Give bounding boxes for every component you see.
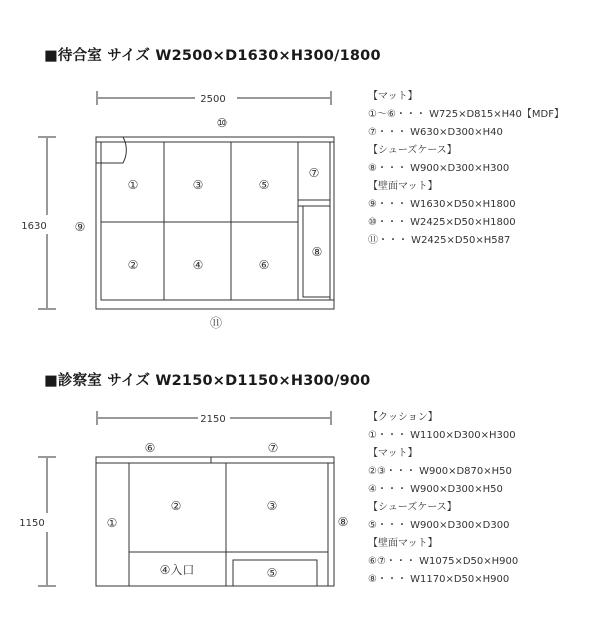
label-c2: ② xyxy=(127,258,139,272)
label-c10: ⑩ xyxy=(216,116,228,130)
waiting-room-plan xyxy=(21,91,334,309)
spec-line: ⑥⑦・・・ W1075×D50×H900 xyxy=(368,556,519,567)
spec-line: ⑦・・・ W630×D300×H40 xyxy=(368,127,503,138)
waiting-room-labels xyxy=(75,116,323,330)
label-c8: ⑧ xyxy=(311,245,323,259)
spec-line: ①・・・ W1100×D300×H300 xyxy=(368,430,516,441)
label-c4-entrance: ④入口 xyxy=(159,563,195,577)
exam-width-dimension xyxy=(97,411,331,425)
spec-line: ①～⑥・・・ W725×D815×H40【MDF】 xyxy=(368,109,564,120)
label-c9: ⑨ xyxy=(74,220,86,234)
label-c8: ⑧ xyxy=(337,515,349,529)
spec-line: ⑤・・・ W900×D300×D300 xyxy=(368,520,510,531)
spec-line: 【シューズケース】 xyxy=(368,145,457,156)
label-c2: ② xyxy=(170,499,182,513)
spec-line: 【壁面マット】 xyxy=(368,181,438,192)
waiting-room-spec-list xyxy=(368,88,564,250)
spec-line: ⑧・・・ W1170×D50×H900 xyxy=(368,574,510,585)
spec-line: ②③・・・ W900×D870×H50 xyxy=(368,466,512,477)
label-c1: ① xyxy=(127,178,139,192)
spec-line: 【壁面マット】 xyxy=(368,538,438,549)
waiting-depth-label: 1630 xyxy=(21,221,47,232)
spec-line: ⑪・・・ W2425×D50×H587 xyxy=(368,235,511,246)
label-c3: ③ xyxy=(192,178,204,192)
label-c7: ⑦ xyxy=(308,166,320,180)
waiting-room-title: ■待合室 サイズ W2500×D1630×H300/1800 xyxy=(44,48,381,64)
exam-depth-label: 1150 xyxy=(19,518,45,529)
waiting-width-dimension xyxy=(97,91,331,105)
exam-room-labels xyxy=(107,441,349,580)
spec-line: ⑩・・・ W2425×D50×H1800 xyxy=(368,217,516,228)
label-c3: ③ xyxy=(266,499,278,513)
waiting-depth-dimension xyxy=(21,137,56,309)
label-c1: ① xyxy=(106,516,118,530)
label-c4: ④ xyxy=(192,258,204,272)
spec-line: 【シューズケース】 xyxy=(368,502,457,513)
label-c6: ⑥ xyxy=(258,258,270,272)
exam-depth-dimension xyxy=(19,457,56,586)
exam-room-title: ■診察室 サイズ W2150×D1150×H300/900 xyxy=(44,373,371,389)
spec-line: ⑧・・・ W900×D300×H300 xyxy=(368,163,510,174)
spec-line: 【クッション】 xyxy=(368,412,438,423)
label-c5: ⑤ xyxy=(258,178,270,192)
spec-line: ⑨・・・ W1630×D50×H1800 xyxy=(368,199,516,210)
spec-line: ④・・・ W900×D300×H50 xyxy=(368,484,503,495)
spec-line: 【マット】 xyxy=(368,91,418,102)
label-c6: ⑥ xyxy=(144,441,156,455)
label-c5: ⑤ xyxy=(266,566,278,580)
label-c11: ⑪ xyxy=(209,316,223,330)
spec-line: 【マット】 xyxy=(368,448,418,459)
label-c7: ⑦ xyxy=(267,441,279,455)
waiting-width-label: 2500 xyxy=(200,94,226,105)
exam-room-spec-list xyxy=(368,409,518,589)
exam-room-outline xyxy=(96,457,334,586)
exam-width-label: 2150 xyxy=(200,414,226,425)
